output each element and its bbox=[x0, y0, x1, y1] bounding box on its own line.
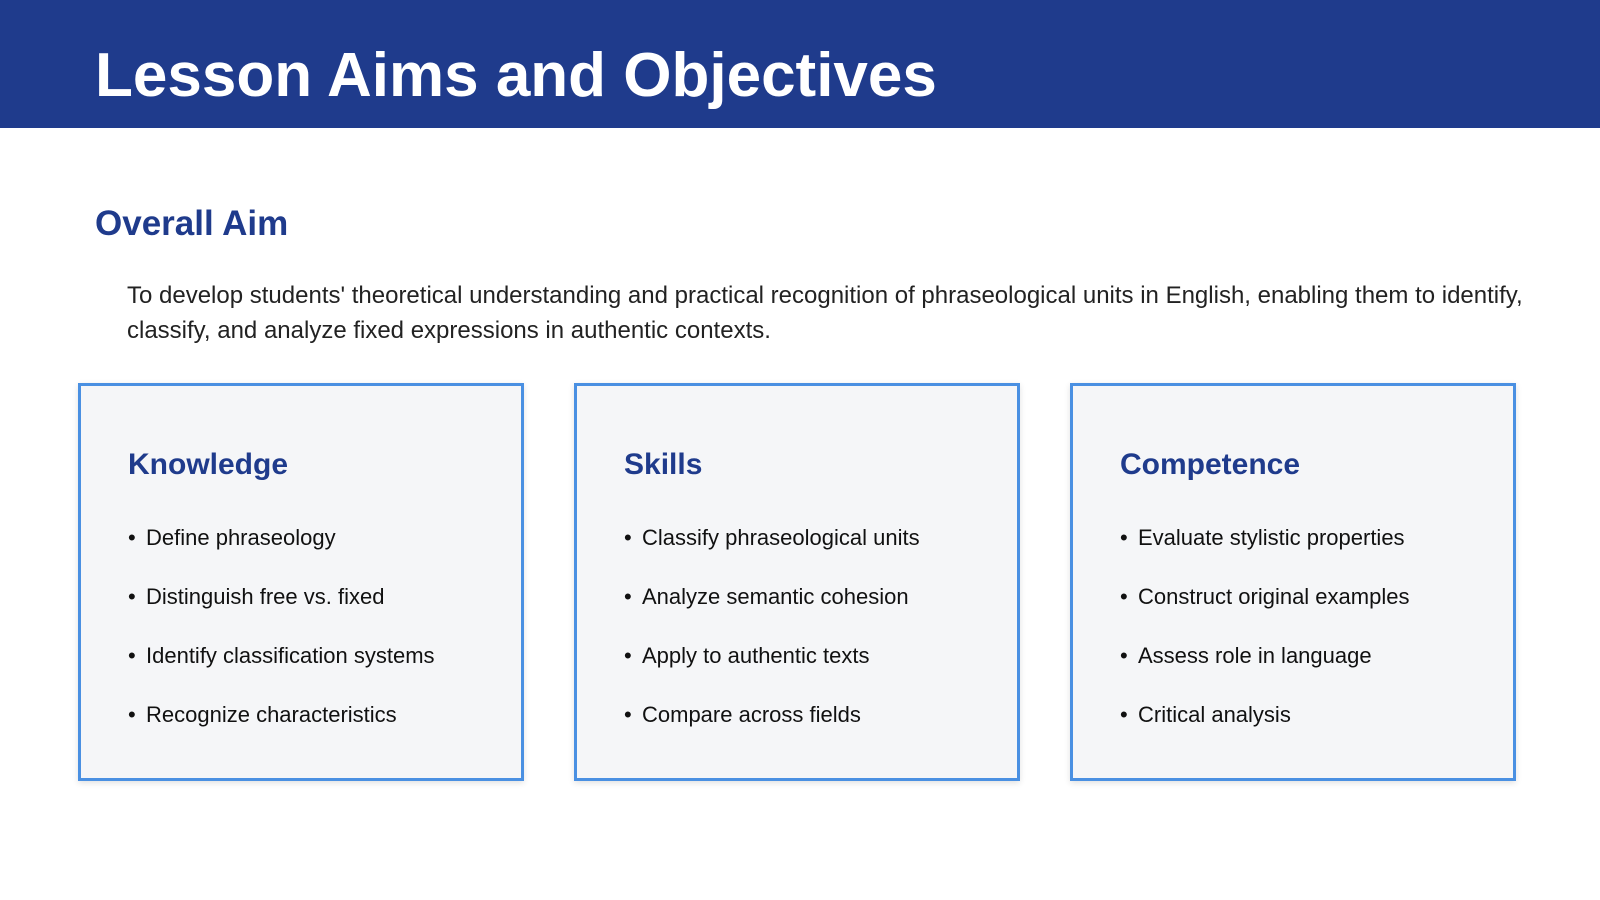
competence-card bbox=[1070, 383, 1516, 781]
skills-card bbox=[574, 383, 1020, 781]
skills-card-title: Skills bbox=[624, 448, 703, 481]
title-banner bbox=[0, 0, 1600, 128]
list-item-text: Construct original examples bbox=[1138, 584, 1410, 609]
list-item-text: Compare across fields bbox=[642, 702, 861, 727]
competence-list-item bbox=[1120, 701, 1409, 760]
list-item-text: Define phraseology bbox=[146, 525, 336, 550]
bullet-icon: • bbox=[128, 702, 136, 727]
knowledge-list-item bbox=[128, 701, 435, 760]
list-item-text: Critical analysis bbox=[1138, 702, 1291, 727]
competence-list-item bbox=[1120, 642, 1409, 701]
bullet-icon: • bbox=[624, 584, 632, 609]
list-item-text: Distinguish free vs. fixed bbox=[146, 584, 385, 609]
list-item-text: Analyze semantic cohesion bbox=[642, 584, 909, 609]
page-title: Lesson Aims and Objectives bbox=[95, 41, 937, 110]
skills-list-item bbox=[624, 701, 920, 760]
overall-aim-heading: Overall Aim bbox=[95, 204, 289, 243]
skills-list-item bbox=[624, 642, 920, 701]
list-item-text: Evaluate stylistic properties bbox=[1138, 525, 1405, 550]
overall-aim-text: To develop students' theoretical understanding and practical recognition of phraseological units in English, enabling them to identify, classify, and analyze fixed expressions in authentic contexts. bbox=[127, 282, 1523, 344]
list-item-text: Apply to authentic texts bbox=[642, 643, 870, 668]
bullet-icon: • bbox=[128, 525, 136, 550]
competence-list bbox=[1120, 524, 1409, 760]
bullet-icon: • bbox=[128, 643, 136, 668]
knowledge-card bbox=[78, 383, 524, 781]
knowledge-list-item bbox=[128, 583, 435, 642]
bullet-icon: • bbox=[624, 702, 632, 727]
skills-list-item bbox=[624, 524, 920, 583]
knowledge-list-item bbox=[128, 642, 435, 701]
skills-list bbox=[624, 524, 920, 760]
list-item-text: Classify phraseological units bbox=[642, 525, 920, 550]
list-item-text: Assess role in language bbox=[1138, 643, 1372, 668]
list-item-text: Identify classification systems bbox=[146, 643, 435, 668]
bullet-icon: • bbox=[1120, 643, 1128, 668]
competence-card-title: Competence bbox=[1120, 448, 1301, 481]
competence-list-item bbox=[1120, 583, 1409, 642]
list-item-text: Recognize characteristics bbox=[146, 702, 397, 727]
bullet-icon: • bbox=[624, 643, 632, 668]
bullet-icon: • bbox=[1120, 525, 1128, 550]
bullet-icon: • bbox=[1120, 702, 1128, 727]
bullet-icon: • bbox=[128, 584, 136, 609]
skills-list-item bbox=[624, 583, 920, 642]
bullet-icon: • bbox=[624, 525, 632, 550]
knowledge-list bbox=[128, 524, 435, 760]
knowledge-card-title: Knowledge bbox=[128, 448, 289, 481]
knowledge-list-item bbox=[128, 524, 435, 583]
competence-list-item bbox=[1120, 524, 1409, 583]
bullet-icon: • bbox=[1120, 584, 1128, 609]
